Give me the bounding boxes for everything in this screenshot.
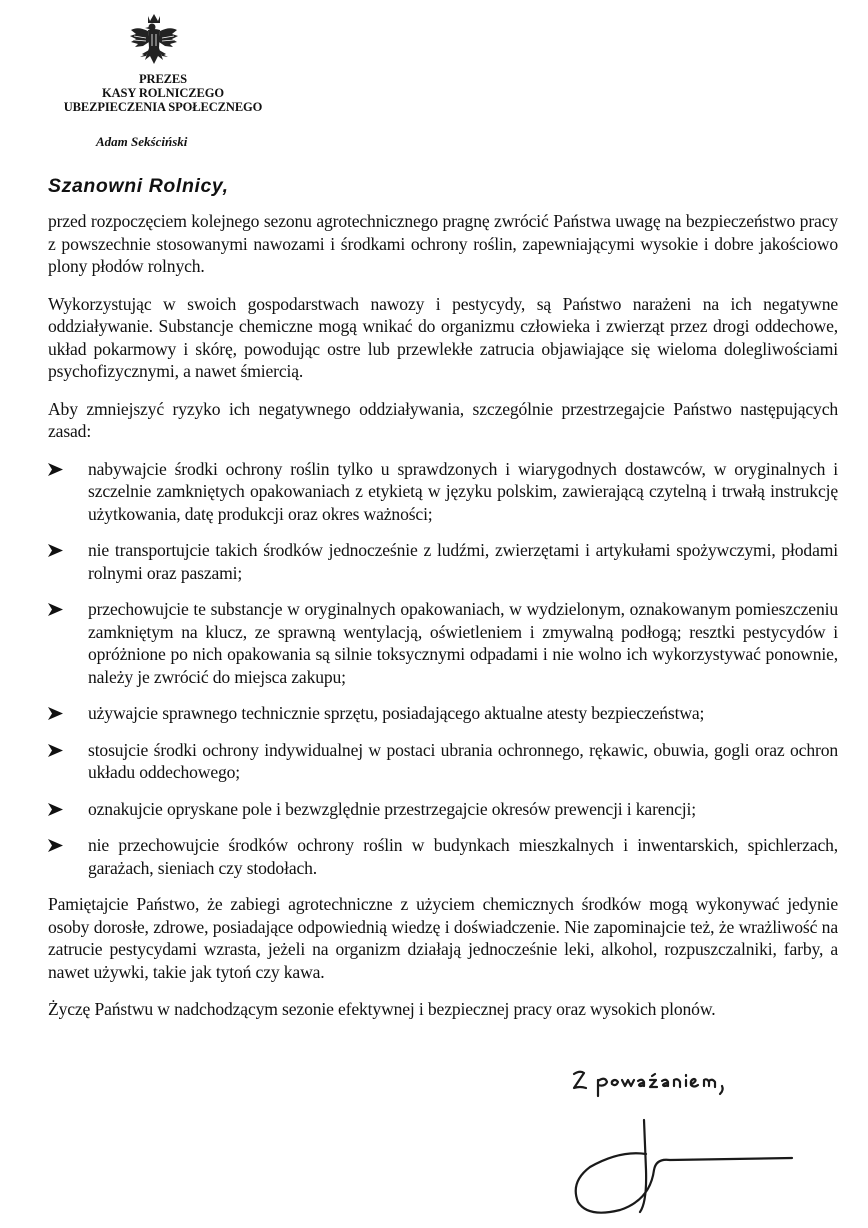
paragraph: przed rozpoczęciem kolejnego sezonu agrotechnicznego pragnę zwrócić Państwa uwagę na bezpieczeństwo pracy z powszechnie stosowanymi nawozami i środkami ochrony roślin, zapewniającymi wysokie i dobre jakościowo plony płodów rolnych.	[48, 211, 838, 276]
list-item-text: oznakujcie opryskane pole i bezwzględnie przestrzegajcie okresów prewencji i karencji;	[88, 798, 696, 819]
list-item-text: nabywajcie środki ochrony roślin tylko u sprawdzonych i wiarygodnych dostawców, w oryginalnych i szczelnie zamkniętych opakowaniach z etykietą w języku polskim, zawierającą czytelną i trwałą instrukcję użytkowania, datę produkcji oraz okres ważności;	[88, 458, 838, 524]
polish-eagle-emblem	[128, 12, 180, 72]
paragraph: Aby zmniejszyć ryzyko ich negatywnego oddziaływania, szczególnie przestrzegajcie Państwo następujących zasad:	[48, 398, 838, 441]
paragraph: Życzę Państwu w nadchodzącym sezonie efektywnej i bezpiecznej pracy oraz wysokich plonów.	[48, 999, 716, 1019]
arrowhead-bullet-icon	[48, 463, 63, 476]
arrowhead-bullet-icon	[48, 707, 63, 720]
list-item	[48, 598, 838, 688]
list-item-text: przechowujcie te substancje w oryginalnych opakowaniach, w wydzielonym, oznakowanym pomieszczeniu zamkniętym na klucz, ze sprawną wentylacją, oświetleniem i zmywalną podłogą; resztki pestycydów i opróżnione po nich opakowania są silnie toksycznymi odpadami i nie wolno ich wykorzystywać ponownie, należy je zwrócić do miejsca zakupu;	[88, 599, 838, 687]
arrowhead-bullet-icon	[48, 603, 63, 616]
list-item	[48, 798, 838, 821]
list-item-text: używajcie sprawnego technicznie sprzętu, posiadającego aktualne atesty bezpieczeństwa;	[88, 703, 705, 723]
office-header	[38, 72, 288, 114]
arrowhead-bullet-icon	[48, 544, 63, 557]
letter-body	[48, 210, 838, 1036]
arrowhead-bullet-icon	[48, 839, 63, 852]
list-item-text: nie transportujcie takich środków jednocześnie z ludźmi, zwierzętami i artykułami spożywczymi, płodami rolnymi oraz paszami;	[88, 540, 838, 583]
rules-list	[48, 458, 838, 880]
handwritten-signature	[560, 1062, 800, 1222]
list-item	[48, 539, 838, 584]
list-item	[48, 702, 838, 725]
paragraph: Wykorzystując w swoich gospodarstwach nawozy i pestycydy, są Państwo narażeni na ich negatywne oddziaływanie. Substancje chemiczne mogą wnikać do organizmu człowieka i zwierząt przez drogi oddechowe, układ pokarmowy i skórę, powodując ostre lub przewlekłe zatrucia objawiające się wieloma dolegliwościami psychofizycznymi, a nawet śmiercią.	[48, 293, 838, 381]
arrowhead-bullet-icon	[48, 803, 63, 816]
list-item	[48, 739, 838, 784]
arrowhead-bullet-icon	[48, 744, 63, 757]
list-item	[48, 458, 838, 526]
paragraph: Pamiętajcie Państwo, że zabiegi agrotechniczne z użyciem chemicznych środków mogą wykonywać jedynie osoby dorosłe, zdrowe, posiadające odpowiednią wiedzę i doświadczenie. Nie zapominajcie też, że wrażliwość na zatrucie pestycydami wzrasta, jeżeli na organizm działają jednocześnie leki, alkohol, rozpuszczalniki, farby, a nawet używki, takie jak tytoń czy kawa.	[48, 894, 838, 982]
author-name: Adam Sekściński	[96, 134, 188, 149]
salutation: Szanowni Rolnicy,	[48, 175, 229, 197]
list-item-text: stosujcie środki ochrony indywidualnej w postaci ubrania ochronnego, rękawic, obuwia, gogli oraz ochron układu oddechowego;	[88, 739, 838, 782]
office-line: PREZES	[138, 72, 188, 86]
eagle-icon	[128, 12, 180, 72]
list-item-text: nie przechowujcie środków ochrony roślin w budynkach mieszkalnych i inwentarskich, spichlerzach, garażach, sieniach czy stodołach.	[88, 835, 838, 878]
list-item	[48, 834, 838, 879]
office-line: UBEZPIECZENIA SPOŁECZNEGO	[63, 100, 263, 114]
office-line: KASY ROLNICZEGO	[101, 86, 225, 100]
